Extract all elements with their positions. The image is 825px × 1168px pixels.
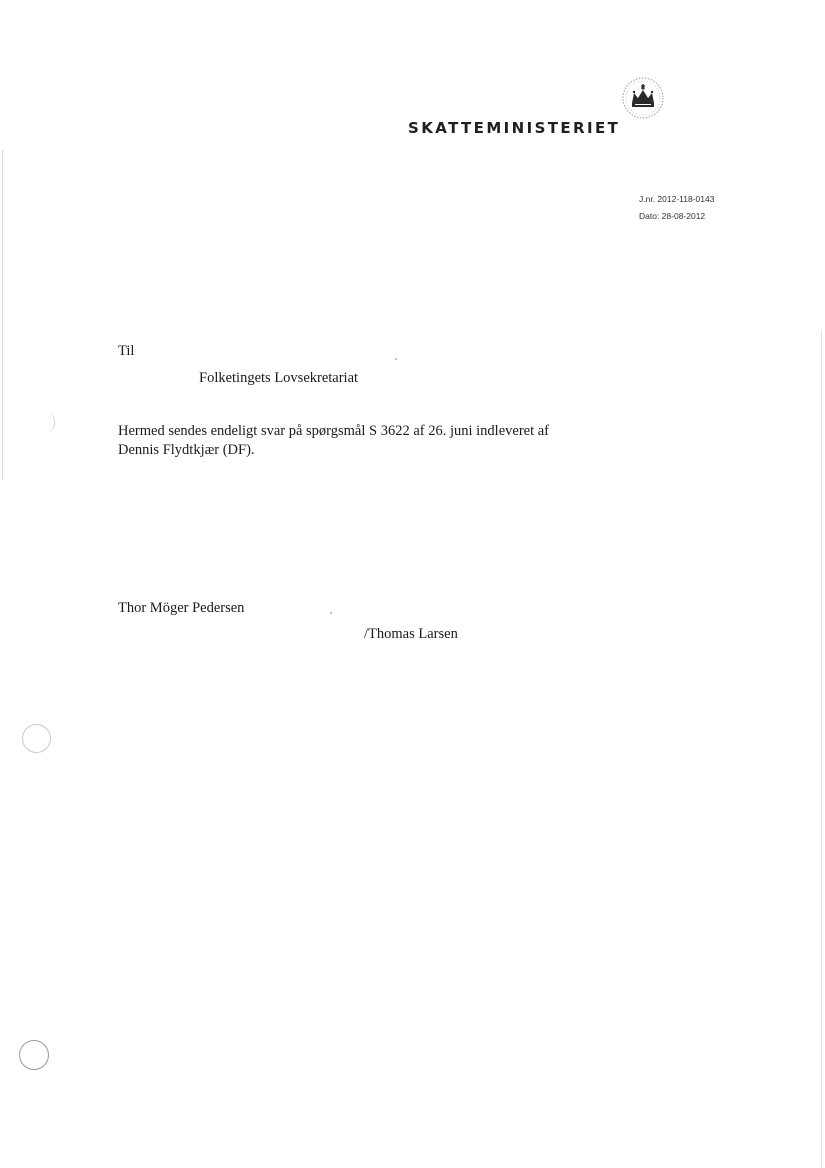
ministry-logo-text: SKATTEMINISTERIET	[408, 119, 621, 137]
crown-seal-icon	[620, 76, 666, 120]
co-signer-name: /Thomas Larsen	[364, 626, 458, 642]
letter-date: Dato: 28-08-2012	[639, 211, 706, 221]
body-text-line: Hermed sendes endeligt svar på spørgsmål S 3622 af 26. juni indleveret af	[118, 423, 549, 439]
scan-speck	[395, 358, 397, 360]
punch-hole	[19, 1040, 49, 1070]
body-text-line: Dennis Flydtkjær (DF).	[118, 442, 255, 458]
signer-name: Thor Möger Pedersen	[118, 600, 245, 616]
scan-edge-left	[2, 150, 3, 480]
to-label: Til	[118, 343, 135, 359]
scan-artifact-arc	[40, 412, 55, 432]
punch-hole	[22, 724, 51, 753]
scan-speck	[330, 612, 332, 614]
scan-edge-right	[821, 330, 822, 1168]
journal-number: J.nr. 2012-118-0143	[639, 194, 715, 204]
recipient-name: Folketingets Lovsekretariat	[199, 370, 359, 386]
